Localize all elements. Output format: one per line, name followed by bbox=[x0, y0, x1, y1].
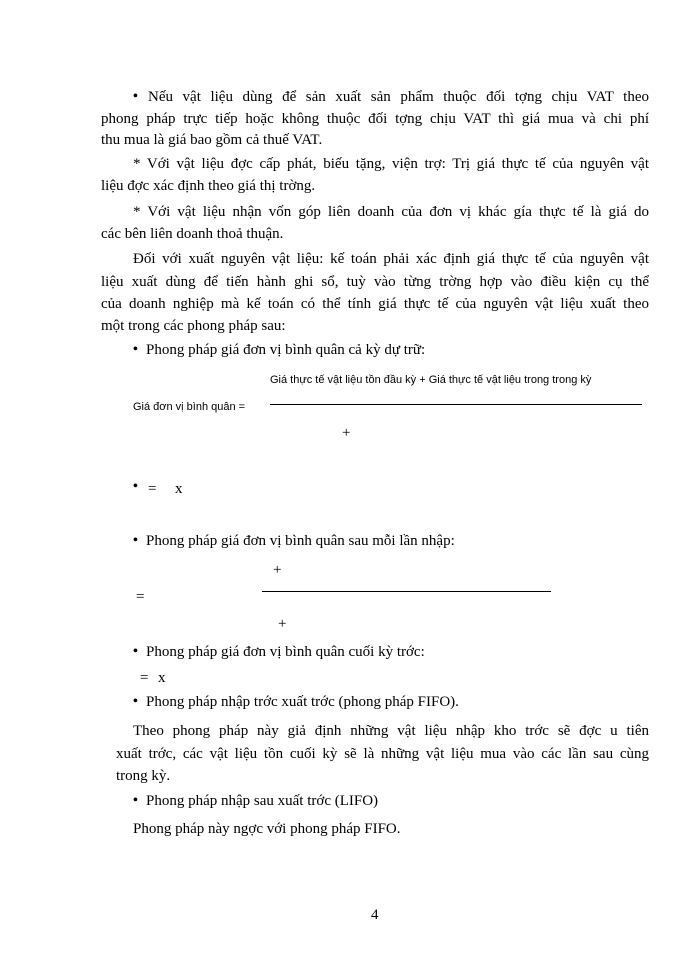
method3-eq: = bbox=[140, 670, 149, 686]
bullet: • bbox=[133, 342, 138, 357]
bullet: • bbox=[133, 479, 138, 494]
method5-desc: Phong pháp này ngợc với phong pháp FIFO. bbox=[133, 821, 401, 837]
method4-title: Phong pháp nhập trớc xuất trớc (phong pháp FIFO). bbox=[146, 694, 459, 710]
para-grant-line-2: liệu đợc xác định theo giá thị trờng. bbox=[101, 178, 316, 194]
bullet: • bbox=[133, 533, 138, 548]
method4-line-3: trong kỳ. bbox=[116, 768, 171, 784]
method3-x: x bbox=[158, 670, 166, 686]
bullet: • bbox=[133, 694, 138, 709]
para-export-line-3: của doanh nghiệp mà kế toán có thể tính giá thực tế của nguyên vật liệu xuất theo bbox=[101, 296, 649, 312]
method2-plus-bottom: + bbox=[278, 616, 287, 632]
para-vat-line-1: Nếu vật liệu dùng để sản xuất sản phẩm thuộc đối tợng chịu VAT theo bbox=[148, 89, 649, 105]
para-vat-line-2: phong pháp trực tiếp hoặc không thuộc đối tợng chịu VAT thì giá mua và chi phí bbox=[101, 111, 649, 127]
method1-x: x bbox=[175, 481, 183, 497]
method2-fraction-line bbox=[262, 591, 551, 592]
method1-plus: + bbox=[342, 425, 351, 441]
para-vat-line-3: thu mua là giá bao gồm cả thuế VAT. bbox=[101, 132, 323, 148]
method1-fraction-line bbox=[270, 404, 642, 405]
method2-title: Phong pháp giá đơn vị bình quân sau mỗi lần nhập: bbox=[146, 533, 455, 549]
para-export-line-4: một trong các phong pháp sau: bbox=[101, 318, 286, 334]
method2-plus-top: + bbox=[273, 562, 282, 578]
method4-line-1: Theo phong pháp này giả định những vật liệu nhập kho trớc sẽ đợc u tiên bbox=[133, 723, 649, 739]
para-joint-line-2: các bên liên doanh thoả thuận. bbox=[101, 226, 284, 242]
bullet: • bbox=[133, 793, 138, 808]
bullet: • bbox=[133, 644, 138, 659]
para-export-line-1: Đối với xuất nguyên vật liệu: kế toán phải xác định giá thực tế của nguyên vật bbox=[133, 251, 649, 267]
para-joint-line-1: * Với vật liệu nhận vốn góp liên doanh của đơn vị khác gía thực tế là giá do bbox=[133, 204, 649, 220]
para-export-line-2: liệu xuất dùng để tiến hành ghi sổ, tuỳ vào từng trờng hợp vào điều kiện cụ thể bbox=[101, 274, 649, 290]
method3-title: Phong pháp giá đơn vị bình quân cuối kỳ trớc: bbox=[146, 644, 425, 660]
method1-eq: = bbox=[148, 481, 157, 497]
page-number: 4 bbox=[371, 907, 379, 923]
method4-line-2: xuất trớc, các vật liệu tồn cuối kỳ sẽ là những vật liệu mua vào các lần sau cùng bbox=[116, 746, 649, 762]
bullet: • bbox=[133, 89, 138, 104]
method2-eq: = bbox=[136, 589, 145, 605]
para-grant-line-1: * Với vật liệu đợc cấp phát, biếu tặng, viện trợ: Trị giá thực tế của nguyên vật bbox=[133, 156, 649, 172]
method1-lhs: Giá đơn vị bình quân = bbox=[133, 401, 246, 413]
method1-title: Phong pháp giá đơn vị bình quân cả kỳ dự trữ: bbox=[146, 342, 426, 358]
method1-numerator: Giá thực tế vật liệu tồn đầu kỳ + Giá thực tế vật liệu trong trong kỳ bbox=[270, 374, 592, 386]
method5-title: Phong pháp nhập sau xuất trớc (LIFO) bbox=[146, 793, 379, 809]
